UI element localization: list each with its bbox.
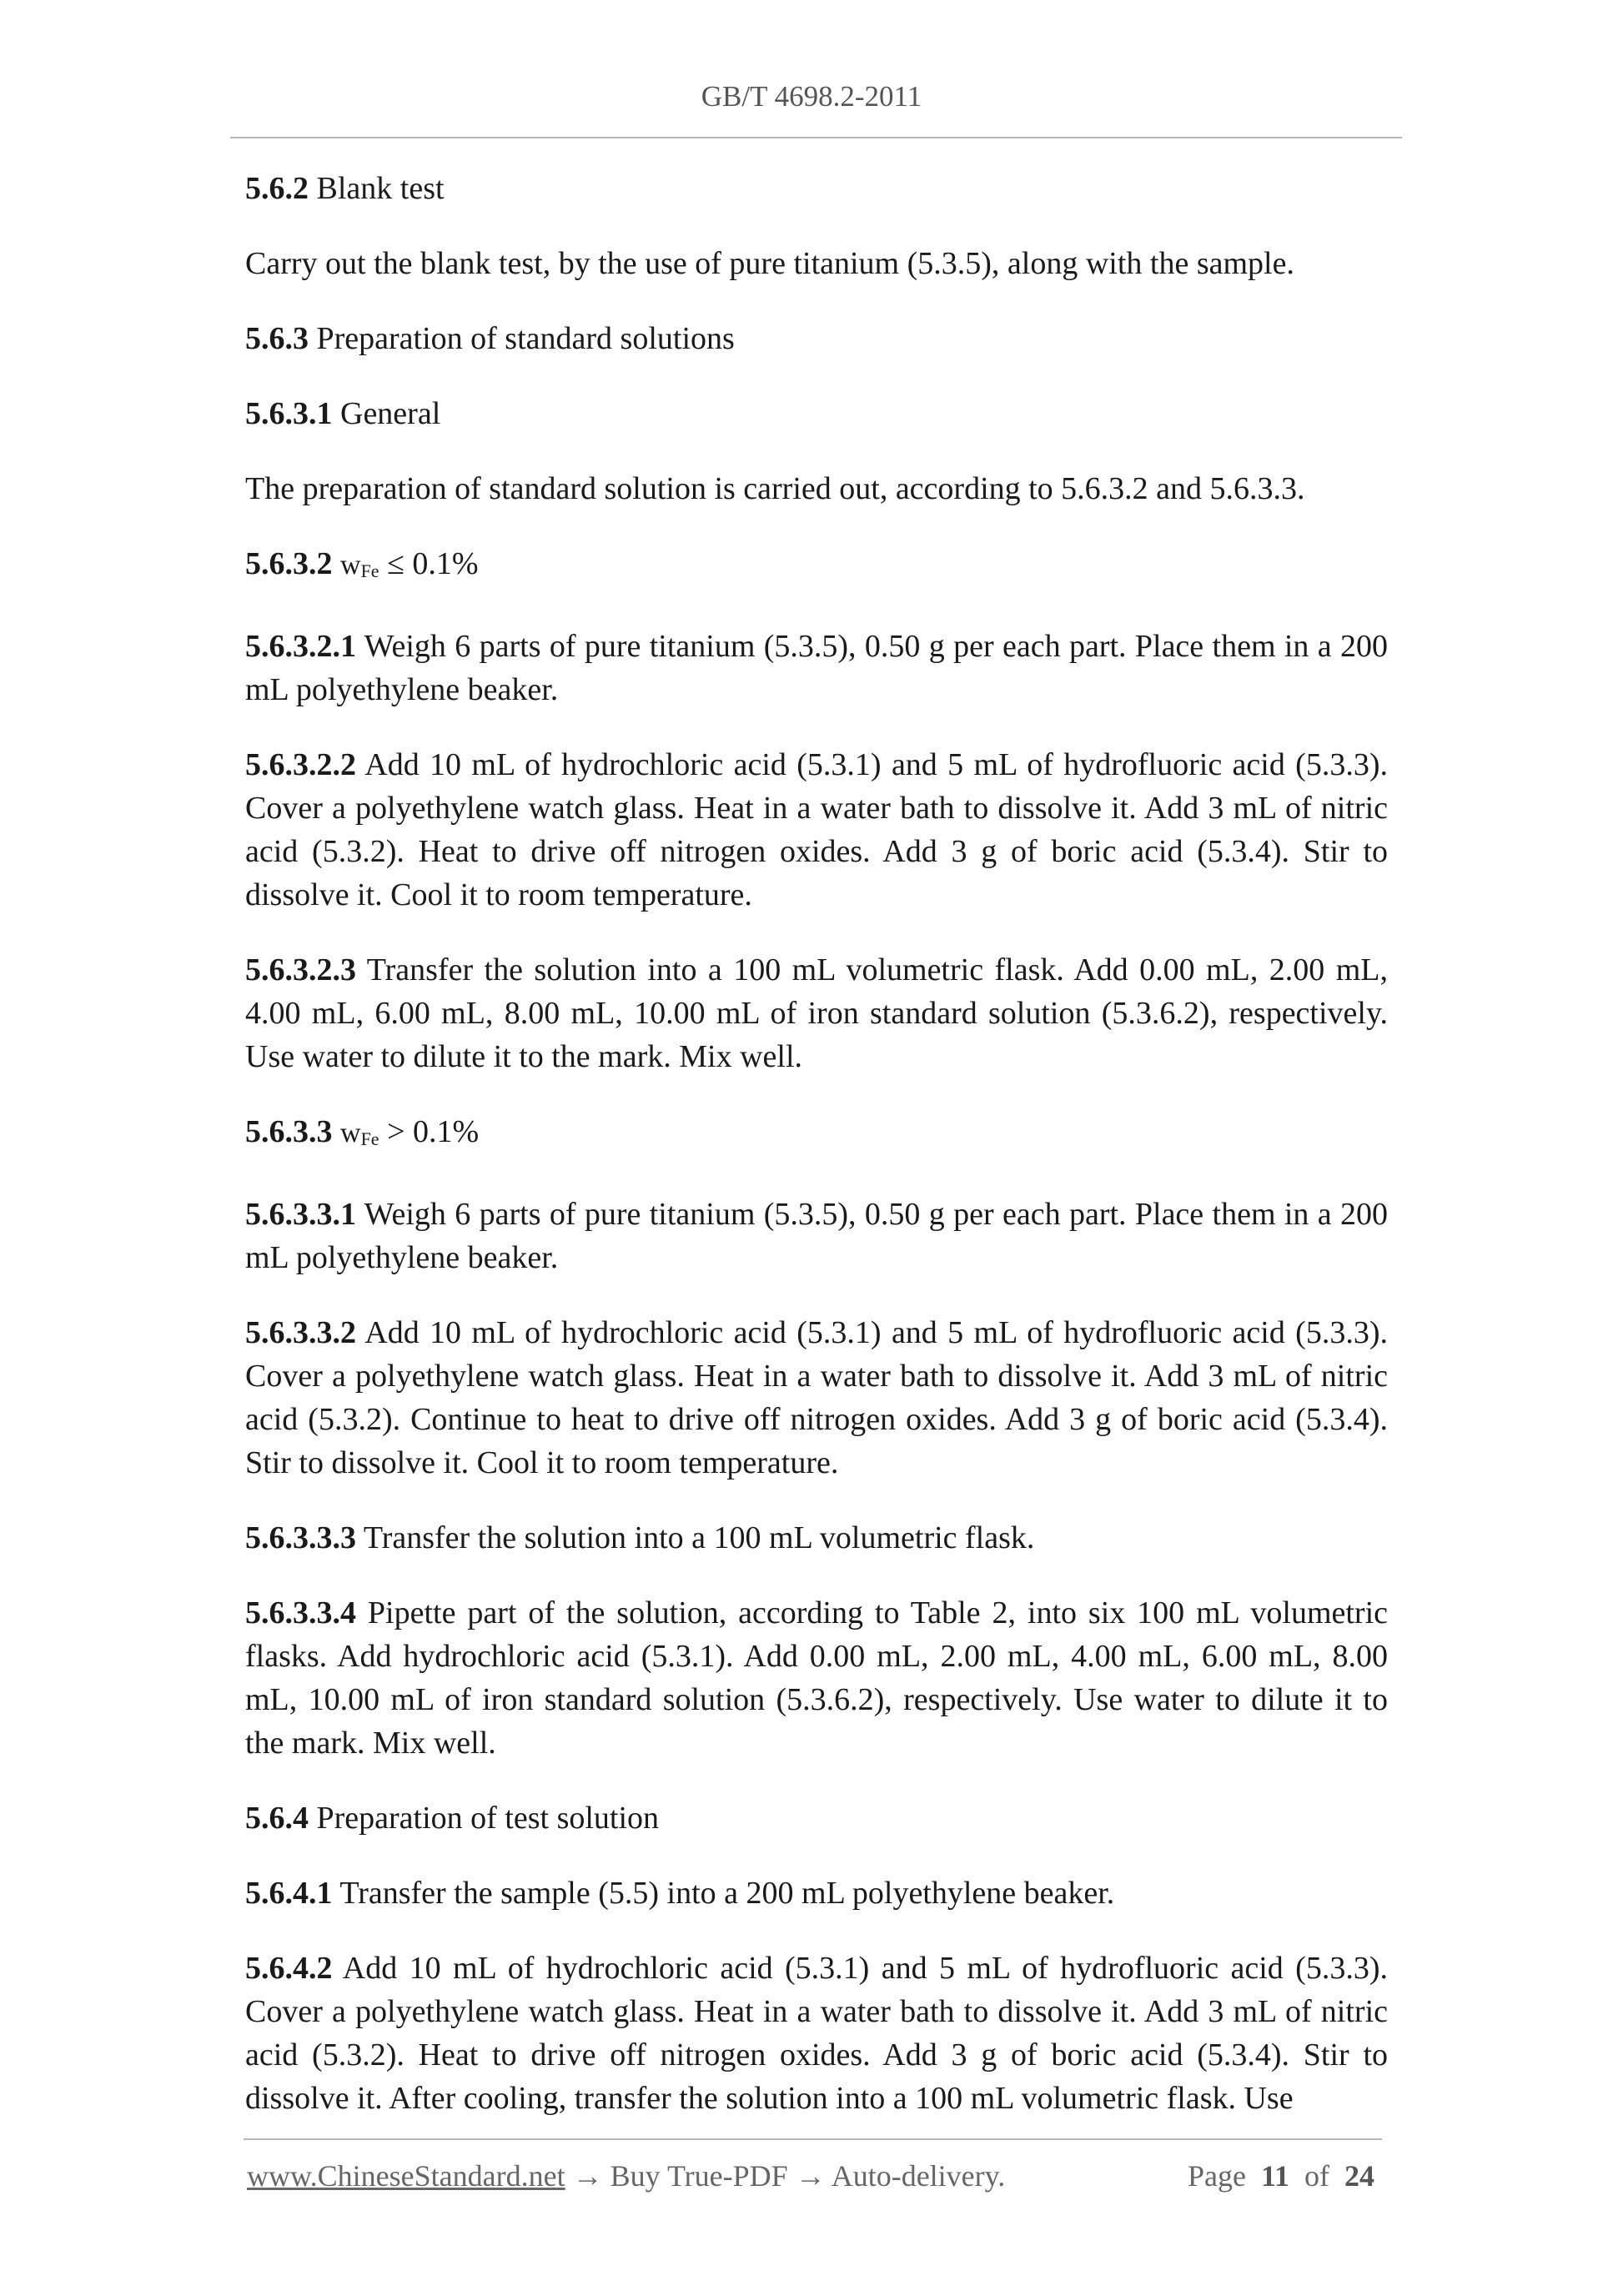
site-link[interactable]: www.ChineseStandard.net	[247, 2159, 565, 2193]
paragraph-5-6-3-3-1	[245, 1193, 1388, 1279]
paragraph-5-6-3-3-2	[245, 1311, 1388, 1485]
section-number: 5.6.3.2.3	[245, 952, 356, 987]
section-number: 5.6.3.3.3	[245, 1520, 356, 1555]
paragraph-text: Add 10 mL of hydrochloric acid (5.3.1) and 5 mL of hydrofluoric acid (5.3.3). Cover a polyethylene watch glass. Heat in a water bath to dissolve it. Add 3 mL of nitric acid (5.3.2). Heat to drive off nitrogen oxides. Add 3 g of boric acid (5.3.4). Stir to dissolve it. After cooling, transfer the solution into a 100 mL volumetric flask. Use	[245, 1951, 1388, 2116]
paragraph-5-6-3-3-3	[245, 1516, 1388, 1560]
paragraph-text: Preparation of test solution	[309, 1801, 660, 1836]
paragraph-blank-test-body	[245, 242, 1388, 285]
section-number: 5.6.3	[245, 321, 309, 356]
section-number: 5.6.4.2	[245, 1951, 333, 1986]
paragraph-text: Transfer the solution into a 100 mL volumetric flask.	[356, 1520, 1035, 1555]
section-number: 5.6.4.1	[245, 1876, 333, 1911]
paragraph-text: Transfer the sample (5.5) into a 200 mL polyethylene beaker.	[332, 1876, 1115, 1911]
arrow-right-icon: →	[787, 2159, 832, 2193]
section-number: 5.6.3.2	[245, 546, 333, 581]
page-counter	[1188, 2158, 1374, 2193]
element-subscript: Fe	[360, 560, 379, 581]
paragraph-text: Carry out the blank test, by the use of pure titanium (5.3.5), along with the sample.	[245, 246, 1294, 281]
paragraph-5-6-4	[245, 1796, 1388, 1840]
paragraph-5-6-4-2	[245, 1947, 1388, 2120]
paragraph-text: The preparation of standard solution is carried out, according to 5.6.3.2 and 5.6.3.3.	[245, 471, 1305, 506]
page-current: 11	[1260, 2159, 1289, 2193]
footer-divider	[244, 2138, 1382, 2140]
section-number: 5.6.3.3.2	[245, 1315, 356, 1350]
paragraph-text: Add 10 mL of hydrochloric acid (5.3.1) and 5 mL of hydrofluoric acid (5.3.3). Cover a polyethylene watch glass. Heat in a water bath to dissolve it. Add 3 mL of nitric acid (5.3.2). Continue to heat to drive off nitrogen oxides. Add 3 g of boric acid (5.3.4). Stir to dissolve it. Cool it to room temperature.	[245, 1315, 1388, 1480]
document-body	[245, 167, 1388, 2152]
paragraph-text: Add 10 mL of hydrochloric acid (5.3.1) and 5 mL of hydrofluoric acid (5.3.3). Cover a polyethylene watch glass. Heat in a water bath to dissolve it. Add 3 mL of nitric acid (5.3.2). Heat to drive off nitrogen oxides. Add 3 g of boric acid (5.3.4). Stir to dissolve it. Cool it to room temperature.	[245, 747, 1388, 912]
footer-promo	[247, 2158, 1005, 2193]
paragraph-text: ≤ 0.1%	[379, 546, 479, 581]
mass-fraction-symbol: $w_{Fe}$	[340, 1118, 379, 1149]
paragraph-general-body	[245, 467, 1388, 510]
paragraph-text: Weigh 6 parts of pure titanium (5.3.5), 0.50 g per each part. Place them in a 200 mL polyethylene beaker.	[245, 1197, 1388, 1275]
paragraph-text: Pipette part of the solution, according to Table 2, into six 100 mL volumetric flasks. Add hydrochloric acid (5.3.1). Add 0.00 mL, 2.00 mL, 4.00 mL, 6.00 mL, 8.00 mL, 10.00 mL of iron standard solution (5.3.6.2), respectively. Use water to dilute it to the mark. Mix well.	[245, 1595, 1388, 1761]
paragraph-5-6-3-3	[245, 1110, 1388, 1161]
section-number: 5.6.3.3.1	[245, 1197, 356, 1232]
section-number: 5.6.3.2.1	[245, 629, 356, 664]
paragraph-5-6-3-2-1	[245, 625, 1388, 711]
paragraph-5-6-3-2	[245, 542, 1388, 593]
section-number: 5.6.2	[245, 171, 309, 206]
buy-true-pdf-text: Buy True-PDF	[610, 2159, 788, 2193]
page-total: 24	[1344, 2159, 1374, 2193]
paragraph-5-6-2	[245, 167, 1388, 210]
of-label: of	[1304, 2159, 1329, 2193]
mass-fraction-symbol: $w_{Fe}$	[340, 550, 379, 581]
section-number: 5.6.3.3	[245, 1114, 333, 1149]
page-header-title: GB/T 4698.2-2011	[701, 80, 922, 113]
paragraph-text: Weigh 6 parts of pure titanium (5.3.5), 0.50 g per each part. Place them in a 200 mL polyethylene beaker.	[245, 629, 1388, 707]
section-number: 5.6.3.2.2	[245, 747, 356, 782]
paragraph-text: Transfer the solution into a 100 mL volumetric flask. Add 0.00 mL, 2.00 mL, 4.00 mL, 6.00 mL, 8.00 mL, 10.00 mL of iron standard solution (5.3.6.2), respectively. Use water to dilute it to the mark. Mix well.	[245, 952, 1388, 1074]
paragraph-text: Blank test	[309, 171, 445, 206]
auto-delivery-text: Auto-delivery.	[831, 2159, 1006, 2193]
header-divider	[230, 137, 1402, 138]
paragraph-5-6-3-1	[245, 392, 1388, 435]
section-number: 5.6.4	[245, 1801, 309, 1836]
page-label: Page	[1188, 2159, 1246, 2193]
paragraph-text: Preparation of standard solutions	[309, 321, 735, 356]
element-subscript: Fe	[360, 1128, 379, 1149]
paragraph-5-6-3-2-2	[245, 743, 1388, 917]
section-number: 5.6.3.3.4	[245, 1595, 356, 1630]
section-number: 5.6.3.1	[245, 396, 333, 431]
paragraph-text: > 0.1%	[379, 1114, 480, 1149]
paragraph-5-6-4-1	[245, 1871, 1388, 1915]
arrow-right-icon: →	[565, 2159, 611, 2193]
paragraph-5-6-3	[245, 317, 1388, 360]
paragraph-text: General	[332, 396, 441, 431]
paragraph-5-6-3-3-4	[245, 1591, 1388, 1765]
paragraph-5-6-3-2-3	[245, 948, 1388, 1078]
